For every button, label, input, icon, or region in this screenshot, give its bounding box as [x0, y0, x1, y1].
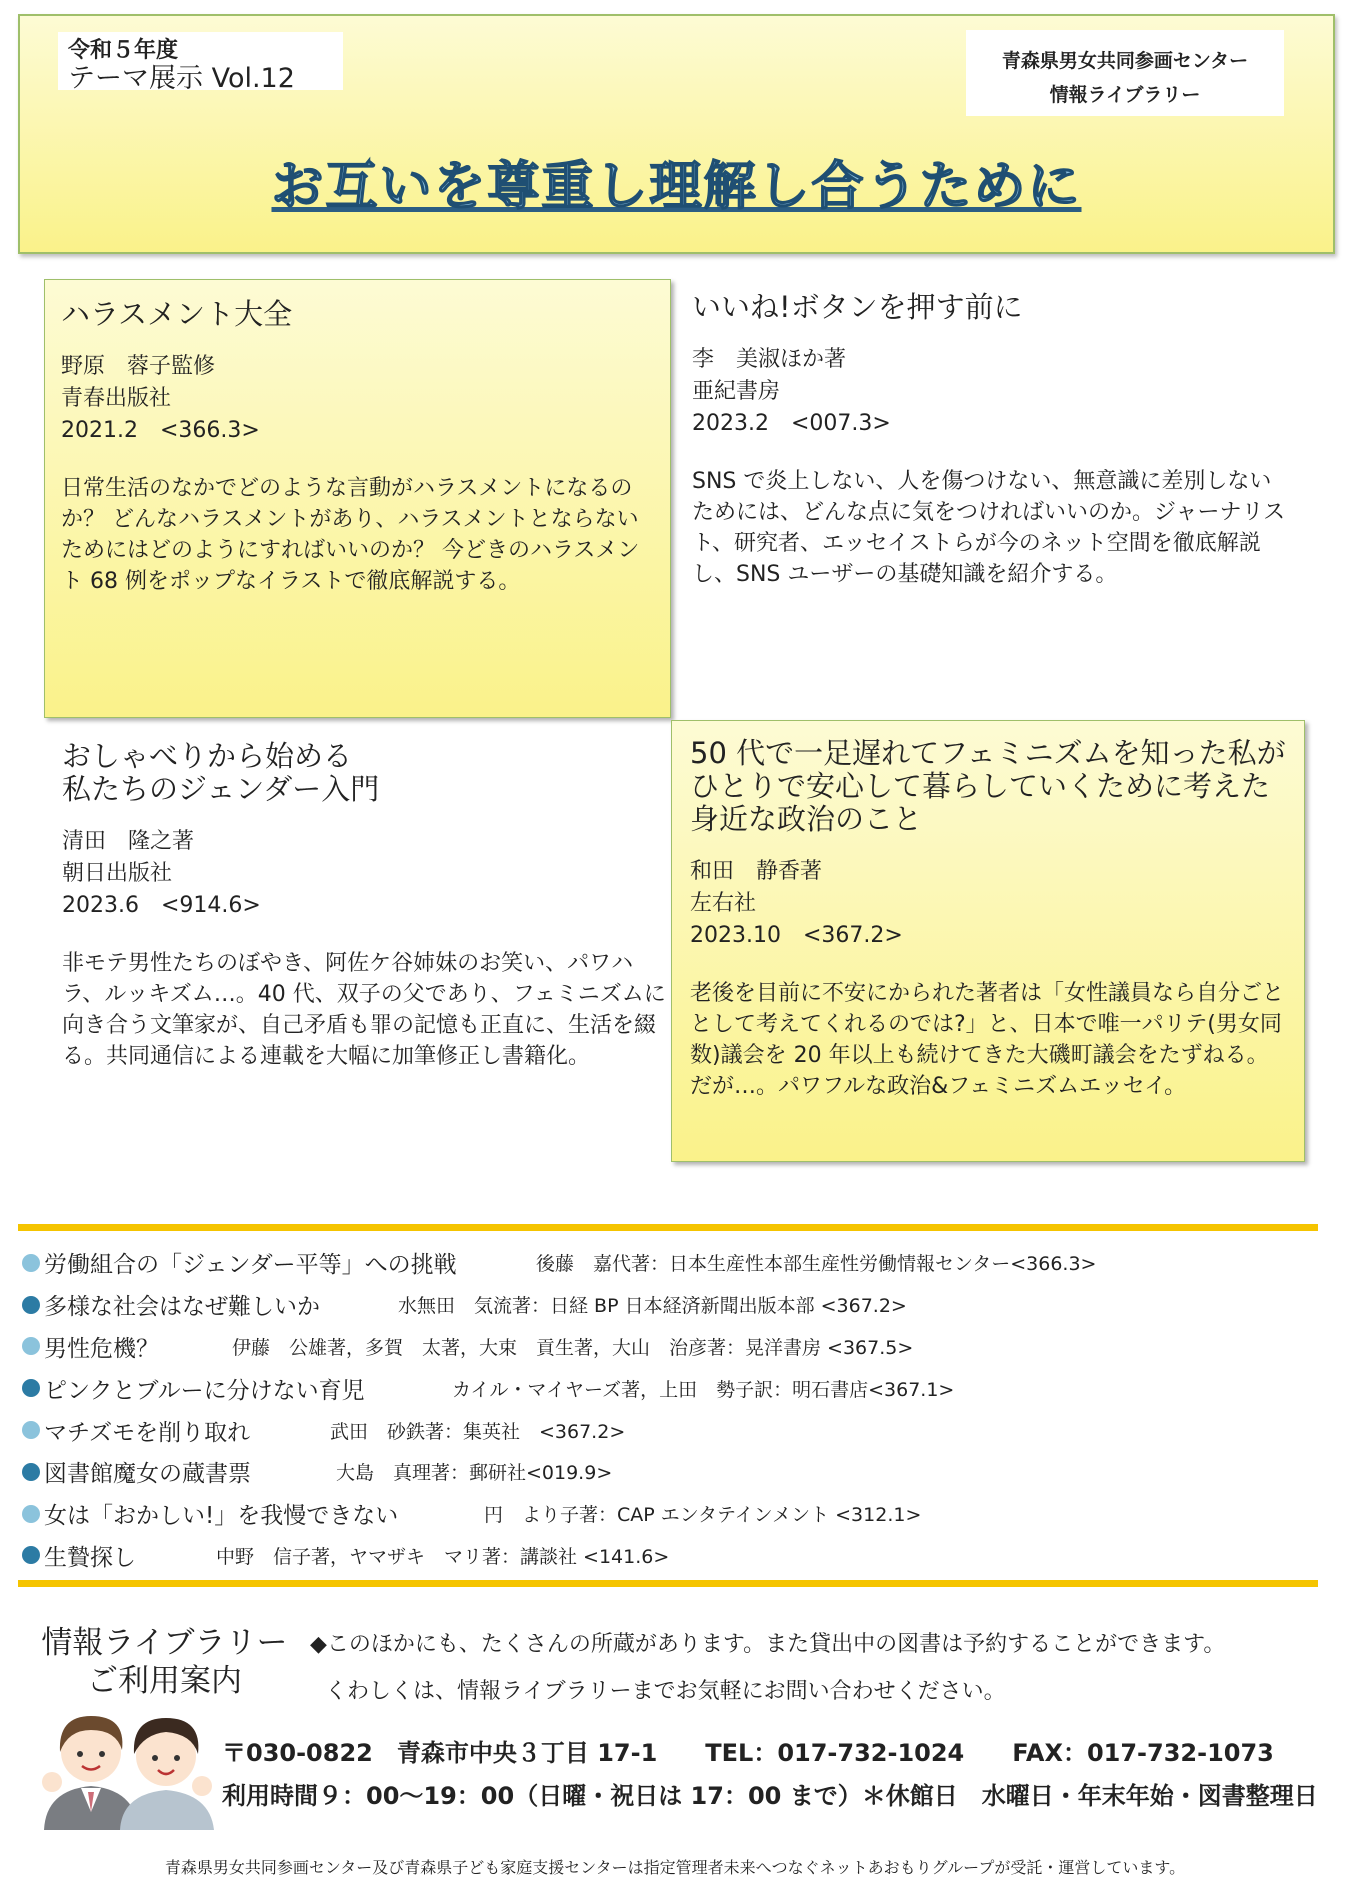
org-name: 青森県男女共同参画センター	[1001, 50, 1249, 72]
book-title: おしゃべりから始める 私たちのジェンダー入門	[62, 739, 380, 806]
book-list	[22, 1242, 1322, 1576]
divider	[18, 1224, 1318, 1231]
library-heading	[32, 1624, 297, 1700]
list-item-title: 生贄探し	[44, 1544, 136, 1571]
bullet-dot-icon	[22, 1546, 40, 1564]
person-icon	[42, 1716, 138, 1830]
book-date-code: 2023.2 <007.3>	[692, 411, 891, 436]
bullet-dot-icon	[22, 1505, 40, 1523]
book-publisher: 朝日出版社	[62, 861, 173, 886]
list-item	[22, 1451, 1322, 1493]
volume-label: テーマ展示 Vol.12	[68, 63, 295, 94]
list-item-author: 円 より子著：CAP エンタテインメント <312.1>	[484, 1504, 922, 1527]
book-date-code: 2023.6 <914.6>	[62, 893, 261, 918]
divider	[18, 1580, 1318, 1587]
list-item	[22, 1367, 1322, 1409]
book-author: 和田 静香著	[690, 859, 823, 884]
list-item	[22, 1242, 1322, 1284]
library-info-line: ◆このほかにも、たくさんの所蔵があります。また貸出中の図書は予約することができます。	[310, 1632, 1226, 1657]
list-item-author: 大島 真理著：郵研社<019.9>	[336, 1462, 613, 1485]
list-item-author: 中野 信子著，ヤマザキ マリ著：講談社 <141.6>	[216, 1545, 670, 1568]
book-author: 清田 隆之著	[62, 829, 195, 854]
page-title: お互いを尊重し理解し合うために	[271, 157, 1082, 217]
book-publisher: 青春出版社	[61, 386, 172, 411]
list-item-author: 水無田 気流著：日経 BP 日本経済新聞出版本部 <367.2>	[398, 1295, 907, 1318]
bullet-dot-icon	[22, 1421, 40, 1439]
bullet-dot-icon	[22, 1379, 40, 1397]
book-date-code: 2021.2 <366.3>	[61, 418, 260, 443]
list-item	[22, 1409, 1322, 1451]
list-item	[22, 1284, 1322, 1326]
list-item	[22, 1493, 1322, 1535]
edition-box	[58, 32, 343, 94]
list-item	[22, 1326, 1322, 1368]
book-title: ハラスメント大全	[61, 297, 293, 331]
book-author: 李 美淑ほか著	[692, 347, 847, 372]
book-description: 老後を目前に不安にかられた著者は「女性議員なら自分ごととして考えてくれるのでは?」と、日本で唯一パリテ(男女同数)議会を 20 年以上も続けてきた大磯町議会をたずねる。だが…。パワフルな政治&フェミニズムエッセイ。	[690, 981, 1285, 1099]
library-name: 情報ライブラリー	[1049, 84, 1201, 106]
list-item-title: ピンクとブルーに分けない育児	[44, 1377, 365, 1404]
person-icon	[120, 1718, 214, 1830]
book-description: SNS で炎上しない、人を傷つけない、無意識に差別しないためには、どんな点に気をつければいいのか。ジャーナリスト、研究者、エッセイストらが今のネット空間を徹底解説し、SNS ユーザーの基礎知識を紹介する。	[692, 469, 1286, 587]
org-box	[966, 30, 1284, 116]
bullet-dot-icon	[22, 1463, 40, 1481]
book-card	[62, 740, 666, 1120]
library-address: 〒030-0822 青森市中央３丁目 17-1 TEL：017-732-1024 FAX：017-732-1073	[222, 1739, 1274, 1767]
list-item-title: マチズモを削り取れ	[44, 1419, 251, 1446]
book-card	[44, 279, 671, 718]
fiscal-year: 令和５年度	[68, 38, 179, 63]
library-heading-line1: 情報ライブラリー	[41, 1625, 288, 1661]
bullet-dot-icon	[22, 1296, 40, 1314]
book-date-code: 2023.10 <367.2>	[690, 923, 903, 948]
staff-illustration-icon	[36, 1700, 216, 1830]
book-card	[671, 720, 1305, 1162]
book-author: 野原 蓉子監修	[61, 354, 216, 379]
list-item-title: 多様な社会はなぜ難しいか	[44, 1294, 320, 1321]
list-item-title: 女は「おかしい!」を我慢できない	[44, 1503, 399, 1530]
book-card	[692, 291, 1292, 651]
footer-note: 青森県男女共同参画センター及び青森県子ども家庭支援センターは指定管理者未来へつなぐネットあおもりグループが受託・運営しています。	[164, 1858, 1186, 1877]
list-item-author: カイル・マイヤーズ著，上田 勢子訳：明石書店<367.1>	[452, 1378, 955, 1401]
book-title: いいね!ボタンを押す前に	[692, 290, 1023, 324]
library-heading-line2: ご利用案内	[87, 1663, 242, 1699]
list-item-title: 労働組合の「ジェンダー平等」への挑戦	[44, 1252, 457, 1279]
book-description: 日常生活のなかでどのような言動がハラスメントになるのか？ どんなハラスメントがあり、ハラスメントとならないためにはどのようにすればいいのか？ 今どきのハラスメント 68 例をポップなイラストで徹底解説する。	[61, 476, 640, 594]
book-publisher: 亜紀書房	[692, 379, 781, 404]
bullet-dot-icon	[22, 1254, 40, 1272]
list-item-title: 男性危機？	[44, 1335, 159, 1362]
list-item-title: 図書館魔女の蔵書票	[44, 1461, 251, 1488]
list-item-author: 後藤 嘉代著：日本生産性本部生産性労働情報センター<366.3>	[536, 1253, 1097, 1276]
list-item-author: 武田 砂鉄著：集英社 <367.2>	[330, 1420, 626, 1443]
library-hours: 利用時間９：00〜19：00（日曜・祝日は 17：00 まで）＊休館日 水曜日・年末年始・図書整理日	[222, 1782, 1318, 1810]
header-banner	[18, 14, 1335, 254]
list-item-author: 伊藤 公雄著，多賀 太著，大束 貢生著，大山 治彦著：晃洋書房 <367.5>	[232, 1336, 914, 1359]
list-item	[22, 1535, 1322, 1577]
bullet-dot-icon	[22, 1337, 40, 1355]
library-info-line: くわしくは、情報ライブラリーまでお気軽にお問い合わせください。	[325, 1679, 1006, 1704]
book-title: 50 代で一足遅れてフェミニズムを知った私がひとりで安心して暮らしていくために考えた身近な政治のこと	[690, 736, 1286, 836]
book-description: 非モテ男性たちのぼやき、阿佐ケ谷姉妹のお笑い、パワハラ、ルッキズム…。40 代、双子の父であり、フェミニズムに向き合う文筆家が、自己矛盾も罪の記憶も正直に、生活を綴る。共同通信による連載を大幅に加筆修正し書籍化。	[62, 951, 666, 1069]
book-publisher: 左右社	[690, 891, 757, 916]
